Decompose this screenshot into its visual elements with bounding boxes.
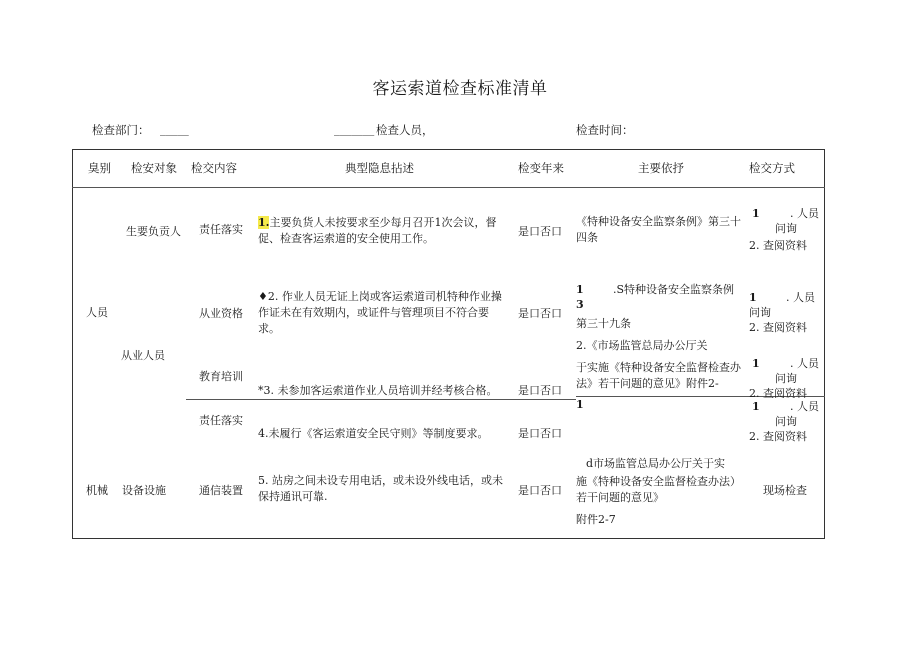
- yes-no-5[interactable]: 是口否口: [518, 484, 562, 497]
- method-1-review: 2. 查阅资料: [749, 239, 807, 252]
- yes-no-3[interactable]: 是口否口: [518, 384, 562, 397]
- dept-blank[interactable]: _____: [160, 122, 189, 136]
- header-divider: [72, 187, 825, 188]
- object-main-responsible: 生要负贡人: [126, 225, 181, 238]
- method-4-inquiry: 问询: [775, 415, 797, 428]
- method-4-number: 1: [752, 400, 760, 413]
- basis-2-line-1: .S特种设备安全监察条例: [613, 283, 735, 296]
- description-4: 4.未履行《客运索道安全民守则》等制度要求。: [258, 427, 489, 440]
- method-2-person: . 人员: [786, 291, 815, 304]
- header-category: 臭别: [88, 161, 111, 175]
- content-training: 教育培训: [199, 370, 243, 383]
- basis-5-line-3: 附件2-7: [576, 513, 616, 526]
- description-1-text: 主要负货人未按要求至少每月召开1次会议，督促、检查客运索道的安全使用工作。: [258, 216, 497, 245]
- inspector-label: 检查人员，: [376, 123, 434, 137]
- object-equipment: 设备设施: [122, 484, 166, 497]
- page-title: 客运索道检查标准清单: [372, 79, 548, 99]
- time-label: 检查时间：: [576, 123, 634, 137]
- header-object: 检安对象: [131, 161, 177, 175]
- header-basis: 主要依抒: [638, 161, 684, 175]
- header-content: 检交内容: [191, 161, 237, 175]
- method-1-inquiry: 问询: [775, 222, 797, 235]
- basis-2-line-3: 2.《市场监管总局办公厅关: [576, 339, 708, 352]
- method-4-person: . 人员: [790, 400, 819, 413]
- dept-label: 检查部门：: [92, 123, 150, 137]
- category-personnel: 人员: [86, 306, 108, 319]
- header-description: 典型隐息拈述: [345, 161, 414, 175]
- basis-2-line-5: 1: [576, 398, 584, 411]
- yes-no-1[interactable]: 是口否口: [518, 225, 562, 238]
- method-1-person: . 人员: [790, 207, 819, 220]
- method-2-review: 2. 查阅资料: [749, 321, 807, 334]
- content-responsibility-1: 责任落实: [199, 223, 243, 236]
- method-3-inquiry: 问询: [775, 372, 797, 385]
- basis-1: 《特种设备安全监察条例》第三十四条: [576, 215, 741, 244]
- description-2: ♦2. 作业人员无证上岗或客运索道司机特种作业操作证未在有效期内，或证件与管理项目不符合要求。: [258, 290, 502, 335]
- category-machinery: 机械: [86, 484, 108, 497]
- description-1-number: 1.: [258, 216, 270, 229]
- basis-2-number-1: 1: [576, 283, 584, 296]
- row-divider-content: [186, 399, 576, 400]
- method-3-number: 1: [752, 357, 760, 370]
- description-5: 5. 站房之间未设专用电话，或未设外线电话，或未保持通讯可靠.: [258, 474, 503, 503]
- method-2-number: 1: [749, 291, 757, 304]
- method-5-onsite: 现场检查: [763, 484, 807, 497]
- method-4-review: 2. 查阅资料: [749, 430, 807, 443]
- method-3-review: 2. 查阅资料: [749, 387, 807, 398]
- object-practitioner: 从业人员: [121, 349, 165, 362]
- method-3-person: . 人员: [790, 357, 819, 370]
- yes-no-2[interactable]: 是口否口: [518, 307, 562, 320]
- header-result: 检变年来: [518, 161, 564, 175]
- yes-no-4[interactable]: 是口否口: [518, 427, 562, 440]
- header-method: 检交方式: [749, 161, 795, 175]
- inspector-blank[interactable]: _______: [334, 122, 375, 136]
- content-responsibility-2: 责任落实: [199, 414, 243, 427]
- method-2-inquiry: 问询: [749, 306, 771, 319]
- basis-2-line-4: 于实施《特种设备安全监督检查办法》若干问题的意见》附件2-: [576, 361, 741, 390]
- content-communication: 通信装置: [199, 484, 243, 497]
- content-qualification: 从业资格: [199, 307, 243, 320]
- description-3: *3. 未参加客运索道作业人员培训并经考核合格。: [258, 384, 498, 397]
- basis-5-line-2: 施《特种设备安全监督检查办法）若干问题的意见》: [576, 475, 741, 504]
- description-1: [258, 215, 508, 247]
- basis-5-line-1: d市场监管总局办公厅关于实: [586, 457, 726, 470]
- basis-2-line-2: 第三十九条: [576, 317, 631, 330]
- basis-2-number-2: 3: [576, 298, 584, 311]
- method-1-number: 1: [752, 207, 760, 220]
